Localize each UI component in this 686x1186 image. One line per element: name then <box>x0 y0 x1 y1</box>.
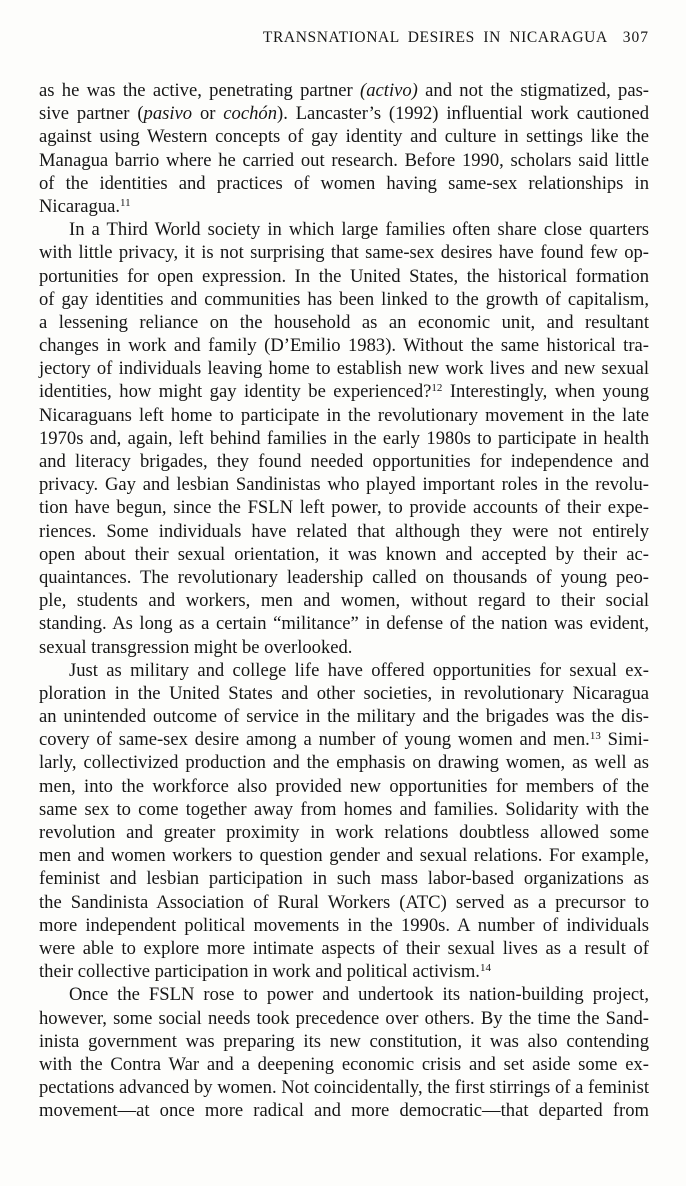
text-line <box>39 496 649 519</box>
text-segment: jectory of individuals leaving home to establish new work lives and new sexual <box>39 358 649 380</box>
text-line <box>39 241 649 264</box>
paragraph-2 <box>39 218 649 659</box>
running-title: TRANSNATIONAL DESIRES IN NICARAGUA <box>262 29 608 46</box>
text-segment: Just as military and college life have offered opportunities for sexual ex- <box>69 659 649 681</box>
text-segment: riences. Some individuals have related that although they were not entirely <box>39 520 649 542</box>
text-line <box>39 1007 649 1030</box>
text-segment: however, some social needs took precedence over others. By the time the Sand- <box>39 1007 649 1029</box>
text-line <box>39 334 649 357</box>
text-line <box>39 311 649 334</box>
text-segment: were able to explore more intimate aspects of their sexual lives as a result of <box>39 937 649 959</box>
text-segment: Nicaraguans left home to participate in the revolutionary movement in the late <box>39 404 649 426</box>
text-line <box>39 265 649 288</box>
text-line <box>39 612 649 635</box>
italic-text-segment: pasivo <box>143 103 193 125</box>
text-line <box>39 149 649 172</box>
text-segment: an unintended outcome of service in the military and the brigades was the dis- <box>39 706 649 728</box>
text-line <box>39 983 649 1006</box>
text-line <box>39 659 649 682</box>
text-segment: larly, collectivized production and the emphasis on drawing women, as well as <box>39 752 649 774</box>
text-segment: sive partner ( <box>39 103 144 125</box>
text-line <box>39 218 649 241</box>
text-segment: open about their sexual orientation, it was known and accepted by their ac- <box>39 543 649 565</box>
text-segment: Interestingly, when young <box>442 381 649 403</box>
text-line <box>39 357 649 380</box>
text-segment: movement—at once more radical and more democratic—that departed from <box>39 1100 649 1122</box>
footnote-reference: 12 <box>431 382 443 395</box>
footnote-reference: 11 <box>120 196 131 209</box>
text-segment: as he was the active, penetrating partner <box>39 80 361 101</box>
text-segment: revolution and greater proximity in work relations doubtless allowed some <box>39 822 649 843</box>
italic-text-segment: (activo) <box>360 80 418 101</box>
text-line <box>39 636 649 659</box>
text-segment: Nicaragua. <box>39 195 121 217</box>
text-segment: In a Third World society in which large families often share close quarters <box>69 219 649 241</box>
text-segment: privacy. Gay and lesbian Sandinistas who played important roles in the revolu- <box>39 474 649 496</box>
text-line <box>39 473 649 496</box>
text-segment: changes in work and family (D’Emilio 1983). Without the same historical tra- <box>39 335 649 357</box>
text-segment: 1970s and, again, left behind families in the early 1980s to participate in health <box>39 427 649 449</box>
text-segment: more independent political movements in the 1990s. A number of individuals <box>39 914 649 936</box>
text-line <box>39 821 649 844</box>
text-line <box>39 427 649 450</box>
text-segment: and literacy brigades, they found needed opportunities for independence and <box>39 451 649 472</box>
page-number: 307 <box>622 29 649 46</box>
text-segment: ple, students and workers, men and women, without regard to their social <box>39 590 649 612</box>
text-line <box>39 751 649 774</box>
text-line <box>39 520 649 543</box>
text-line <box>39 867 649 890</box>
footnote-reference: 14 <box>479 962 491 975</box>
text-segment: quaintances. The revolutionary leadership called on thousands of young peo- <box>39 566 649 588</box>
text-segment: pectations advanced by women. Not coincidentally, the first stirrings of a feminist <box>39 1077 649 1099</box>
text-segment: with little privacy, it is not surprising that same-sex desires have found few op- <box>39 242 649 264</box>
text-line <box>39 102 649 125</box>
text-segment: sexual transgression might be overlooked. <box>39 636 353 658</box>
text-segment: standing. As long as a certain “militance” in defense of the nation was evident, <box>39 613 649 635</box>
text-segment: men and women workers to question gender and sexual relations. For example, <box>39 845 649 867</box>
text-line <box>39 844 649 867</box>
text-segment: with the Contra War and a deepening economic crisis and set aside some ex- <box>39 1053 649 1075</box>
text-segment: a lessening reliance on the household as an economic unit, and resultant <box>39 311 649 333</box>
text-segment: the Sandinista Association of Rural Workers (ATC) served as a precursor to <box>39 891 649 913</box>
text-segment: men, into the workforce also provided new opportunities for members of the <box>39 775 649 797</box>
text-line <box>39 1076 649 1099</box>
text-segment: or <box>192 103 224 125</box>
text-line <box>39 705 649 728</box>
text-line <box>39 450 649 473</box>
text-segment: feminist and lesbian participation in such mass labor-based organizations as <box>39 868 649 890</box>
paragraph-4 <box>39 983 649 1122</box>
text-segment: their collective participation in work and political activism. <box>39 961 480 983</box>
text-line <box>39 172 649 195</box>
text-line <box>39 566 649 589</box>
text-segment: Managua barrio where he carried out research. Before 1990, scholars said little <box>39 149 649 171</box>
paragraph-1 <box>39 79 649 218</box>
body-text <box>39 79 649 1122</box>
text-segment: against using Western concepts of gay identity and culture in settings like the <box>39 126 649 148</box>
text-segment: of gay identities and communities has been linked to the growth of capitalism, <box>39 288 649 310</box>
text-line <box>39 1099 649 1122</box>
text-line <box>39 775 649 798</box>
text-line <box>39 589 649 612</box>
text-segment: ploration in the United States and other societies, in revolutionary Nicaragua <box>39 682 649 704</box>
text-line <box>39 937 649 960</box>
text-line <box>39 728 649 751</box>
text-segment: Once the FSLN rose to power and undertook its nation-building project, <box>69 984 649 1006</box>
italic-text-segment: cochón <box>223 103 277 125</box>
text-line <box>39 960 649 983</box>
text-line <box>39 288 649 311</box>
text-line <box>39 1053 649 1076</box>
text-line <box>39 682 649 705</box>
text-segment: tion have begun, since the FSLN left power, to provide accounts of their expe- <box>39 497 649 519</box>
text-segment: of the identities and practices of women having same-sex relationships in <box>39 172 649 194</box>
text-line <box>39 798 649 821</box>
text-line <box>39 914 649 937</box>
text-segment: Simi- <box>600 729 649 751</box>
text-line <box>39 380 649 403</box>
text-line <box>39 79 649 102</box>
running-header <box>263 29 649 47</box>
text-line <box>39 1030 649 1053</box>
text-line <box>39 543 649 566</box>
text-line <box>39 404 649 427</box>
text-line <box>39 125 649 148</box>
paragraph-3 <box>39 659 649 984</box>
text-segment: same sex to come together away from homes and families. Solidarity with the <box>39 798 649 820</box>
text-segment: ). Lancaster’s (1992) influential work cautioned <box>277 103 649 125</box>
text-segment: identities, how might gay identity be experienced? <box>39 381 432 403</box>
text-segment: inista government was preparing its new constitution, it was also contending <box>39 1030 649 1052</box>
text-line <box>39 891 649 914</box>
text-segment: portunities for open expression. In the United States, the historical formation <box>39 265 649 287</box>
text-line <box>39 195 649 218</box>
text-segment: and not the stigmatized, pas- <box>417 80 650 101</box>
text-segment: covery of same-sex desire among a number of young women and men. <box>39 729 590 751</box>
footnote-reference: 13 <box>589 730 601 743</box>
